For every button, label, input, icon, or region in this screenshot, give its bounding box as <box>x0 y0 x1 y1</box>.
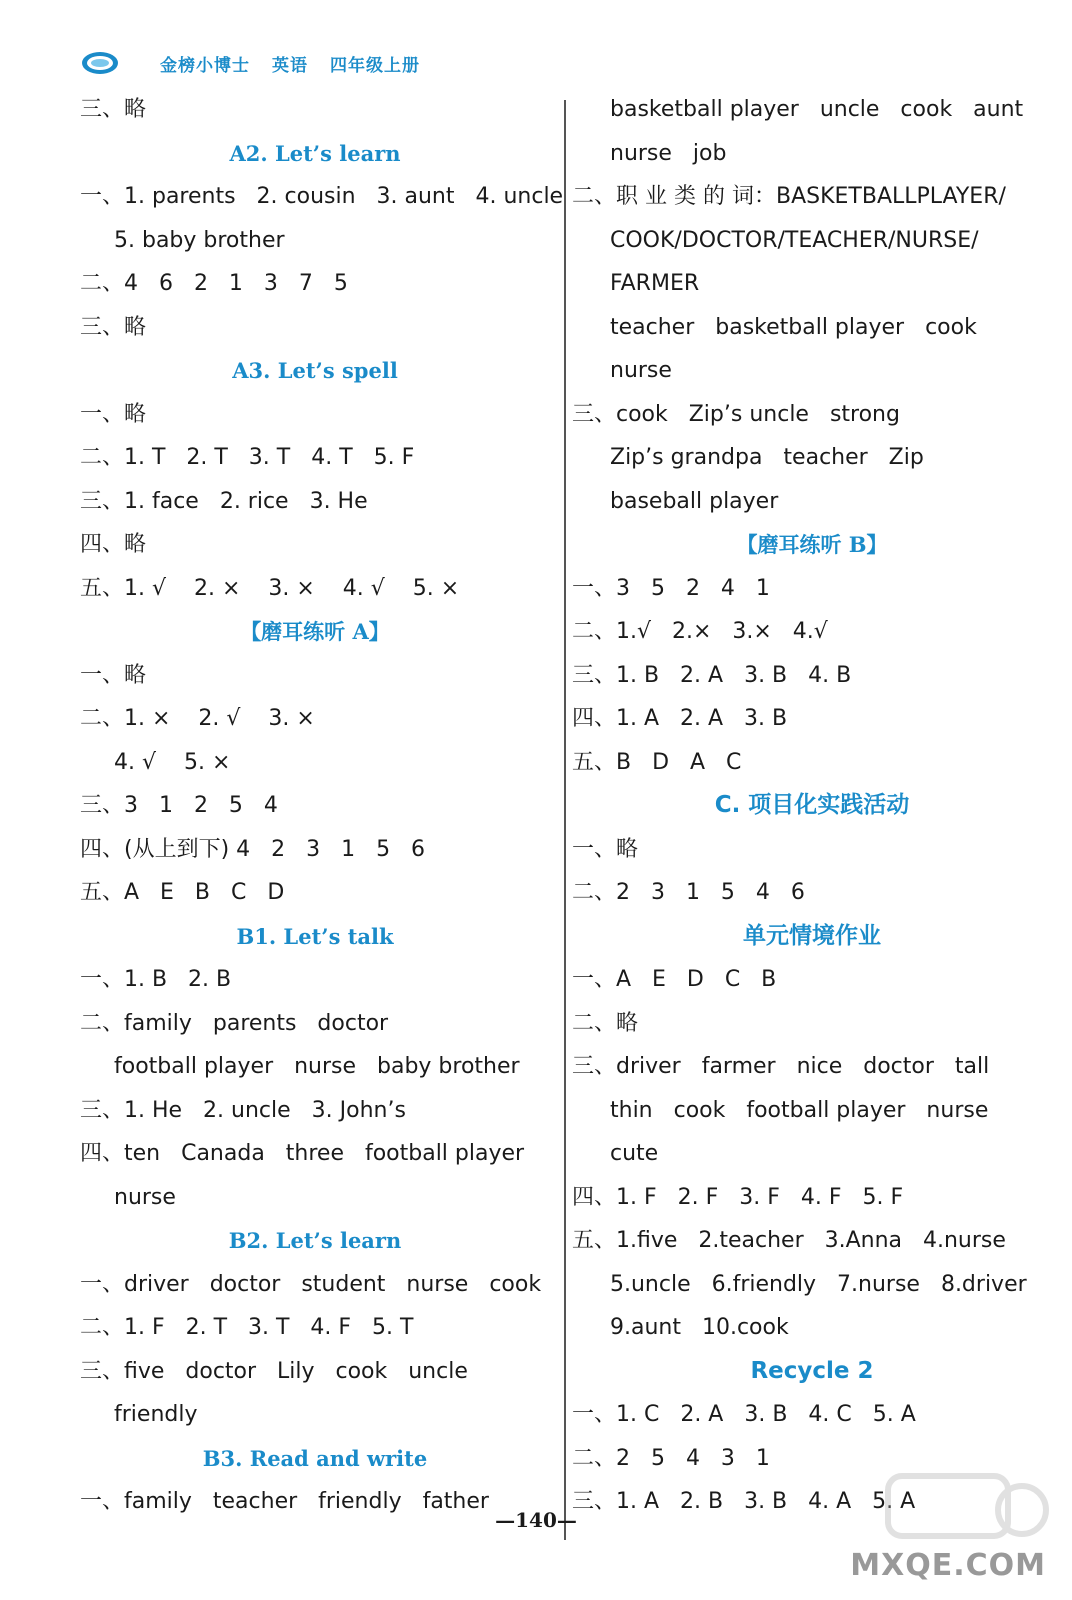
answer-line: 五、A E B C D <box>80 880 285 905</box>
answer-line: 一、driver doctor student nurse cook <box>80 1271 542 1297</box>
header-grade: 四年级上册 <box>330 55 420 76</box>
section-heading: B1. Let’s talk <box>236 923 394 949</box>
section-heading: Recycle 2 <box>750 1357 874 1384</box>
answer-line: 一、1. B 2. B <box>80 967 232 992</box>
section-heading: 【磨耳练听 A】 <box>240 619 390 644</box>
answer-line: 二、1. T 2. T 3. T 4. T 5. F <box>80 445 415 470</box>
answer-line: nurse <box>114 1184 176 1210</box>
header-subject: 英语 <box>272 55 308 76</box>
answer-line: nurse job <box>610 140 727 166</box>
answer-line: FARMER <box>610 271 700 296</box>
answer-line: 五、1.five 2.teacher 3.Anna 4.nurse <box>572 1228 1006 1253</box>
watermark-text: MXQE.COM <box>850 1548 1046 1583</box>
answer-line: 4. √ 5. × <box>114 749 231 775</box>
answer-line: 四、ten Canada three football player <box>80 1141 525 1166</box>
answer-line: 二、略 <box>572 1010 639 1036</box>
answer-line: nurse <box>610 358 672 383</box>
answer-line: 三、cook Zip’s uncle strong <box>572 401 900 427</box>
answer-line: baseball player <box>610 488 779 514</box>
answer-column-right <box>572 88 1052 1524</box>
section-heading: B3. Read and write <box>202 1445 428 1471</box>
page-number: —140— <box>495 1508 577 1532</box>
answer-line: basketball player uncle cook aunt <box>610 97 1024 122</box>
answer-line: 四、略 <box>80 532 147 557</box>
answer-line: 5. baby brother <box>114 227 285 253</box>
answer-line: 三、略 <box>80 314 147 340</box>
answer-line: 四、1. F 2. F 3. F 4. F 5. F <box>572 1184 904 1210</box>
section-heading: A2. Let’s learn <box>229 140 401 166</box>
answer-line: 三、driver farmer nice doctor tall <box>572 1054 990 1079</box>
answer-line: 三、five doctor Lily cook uncle <box>80 1358 468 1384</box>
answer-line: 一、1. C 2. A 3. B 4. C 5. A <box>572 1402 916 1427</box>
answer-line: 三、1. He 2. uncle 3. John’s <box>80 1097 406 1123</box>
answer-line: teacher basketball player cook <box>610 314 977 340</box>
answer-line: 二、1. × 2. √ 3. × <box>80 706 315 731</box>
answer-line: 三、3 1 2 5 4 <box>80 793 278 818</box>
answer-line: cute <box>610 1141 659 1166</box>
answer-line: 五、B D A C <box>572 749 742 775</box>
answer-line: 二、2 5 4 3 1 <box>572 1445 770 1471</box>
answer-line: 四、(从上到下) 4 2 3 1 5 6 <box>80 836 426 862</box>
answer-line: thin cook football player nurse <box>610 1097 989 1123</box>
answer-line: 二、1. F 2. T 3. T 4. F 5. T <box>80 1315 414 1340</box>
answer-line: 二、1.√ 2.× 3.× 4.√ <box>572 619 828 644</box>
answer-line: 四、1. A 2. A 3. B <box>572 706 788 731</box>
answer-line: 三、1. A 2. B 3. B 4. A 5. A <box>572 1489 916 1514</box>
answer-line: Zip’s grandpa teacher Zip <box>610 445 924 470</box>
section-heading: C. 项目化实践活动 <box>714 792 910 818</box>
column-divider <box>564 100 566 1540</box>
answer-line: 一、family teacher friendly father <box>80 1489 489 1514</box>
answer-line: 9.aunt 10.cook <box>610 1315 789 1340</box>
answer-line: 二、职 业 类 的 词：BASKETBALLPLAYER/ <box>572 184 1006 209</box>
answer-line: 一、略 <box>80 662 147 688</box>
answer-line: 二、2 3 1 5 4 6 <box>572 880 805 905</box>
answer-line: friendly <box>114 1402 198 1427</box>
brand-logo-icon <box>80 50 120 76</box>
answer-line: 三、1. B 2. A 3. B 4. B <box>572 662 852 688</box>
section-heading: 【磨耳练听 B】 <box>736 532 888 557</box>
answer-line: COOK/DOCTOR/TEACHER/NURSE/ <box>610 227 979 253</box>
answer-line: 五、1. √ 2. × 3. × 4. √ 5. × <box>80 575 460 601</box>
answer-line: 一、略 <box>80 401 147 427</box>
answer-line: 三、略 <box>80 97 147 122</box>
section-heading: A3. Let’s spell <box>232 358 398 383</box>
answer-line: 二、4 6 2 1 3 7 5 <box>80 271 348 296</box>
answer-line: 一、3 5 2 4 1 <box>572 575 770 601</box>
header-brand: 金榜小博士 <box>160 55 250 76</box>
page-header <box>80 46 442 80</box>
answer-line: 三、1. face 2. rice 3. He <box>80 488 368 514</box>
answer-line: 二、family parents doctor <box>80 1010 389 1036</box>
section-heading: 单元情境作业 <box>743 922 881 949</box>
answer-line: 一、1. parents 2. cousin 3. aunt 4. uncle <box>80 184 564 209</box>
answer-line: 一、略 <box>572 836 639 862</box>
answer-line: football player nurse baby brother <box>114 1054 520 1079</box>
section-heading: B2. Let’s learn <box>228 1228 402 1253</box>
answer-line: 5.uncle 6.friendly 7.nurse 8.driver <box>610 1271 1027 1297</box>
answer-line: 一、A E D C B <box>572 967 777 992</box>
